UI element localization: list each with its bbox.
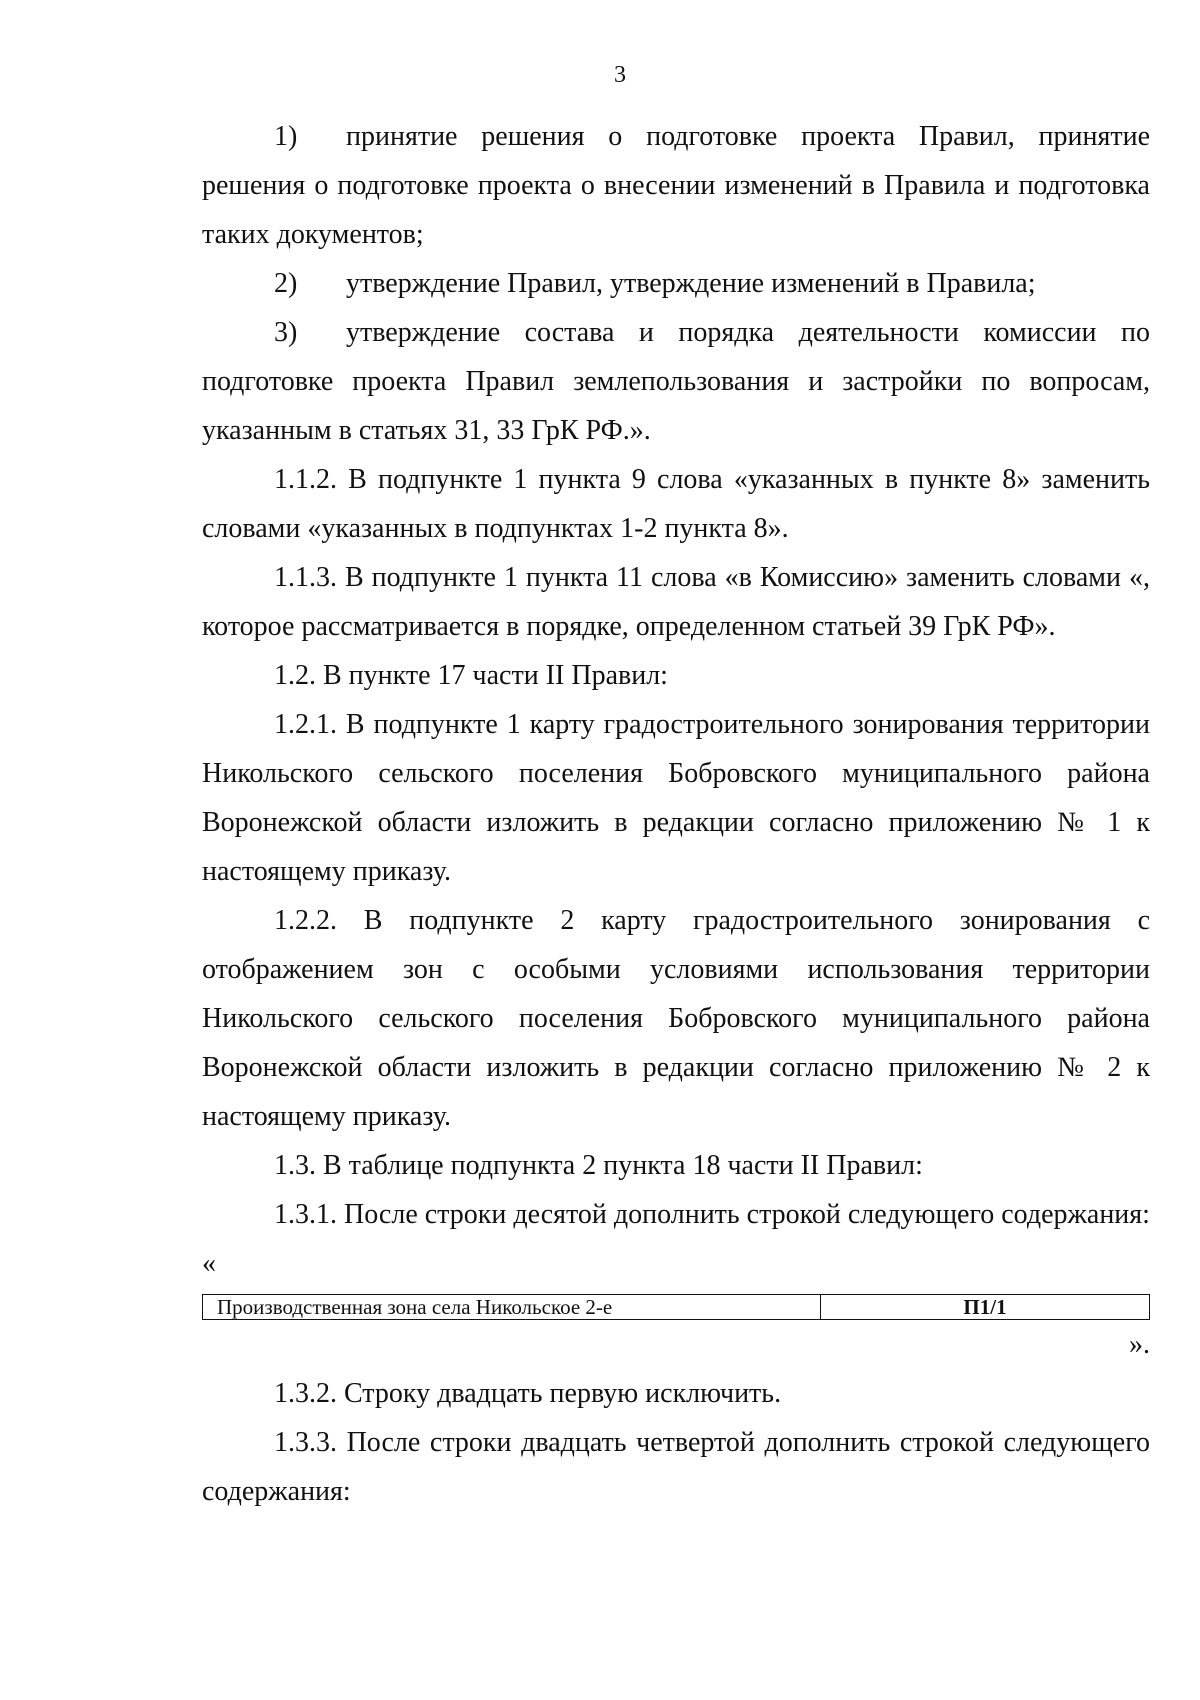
document-body	[202, 112, 1150, 1516]
page-number: 3	[614, 62, 626, 88]
paragraph-1-2-2: 1.2.2. В подпункте 2 карту градостроительного зонирования с отображением зон с особыми условиями использования территории Никольского сельского поселения Бобровского муниципального района Воронежской области изложить в редакции согласно приложению № 2 к настоящему приказу.	[202, 905, 1150, 1132]
paragraph-1-1-3: 1.1.3. В подпункте 1 пункта 11 слова «в Комиссию» заменить словами «, которое рассматривается в порядке, определенном статьей 39 ГрК РФ».	[202, 562, 1150, 642]
paragraph-1-3-1: 1.3.1. После строки десятой дополнить строкой следующего содержания:	[274, 1199, 1150, 1230]
paragraph-1-2: 1.2. В пункте 17 части II Правил:	[274, 660, 668, 691]
list-item-3	[202, 308, 1150, 455]
paragraph-1-3-2: 1.3.2. Строку двадцать первую исключить.	[274, 1378, 782, 1409]
list-item-3-text: утверждение состава и порядка деятельности комиссии по подготовке проекта Правил землепользования и застройки по вопросам, указанным в статьях 31, 33 ГрК РФ.».	[202, 317, 1150, 446]
close-quote: ».	[1129, 1329, 1150, 1360]
paragraph-1-3: 1.3. В таблице подпункта 2 пункта 18 части II Правил:	[274, 1150, 923, 1181]
paragraph-1-3-3: 1.3.3. После строки двадцать четвертой дополнить строкой следующего содержания:	[202, 1427, 1150, 1507]
open-quote: «	[202, 1248, 216, 1279]
table-row	[203, 1295, 1150, 1320]
list-item-2	[202, 259, 1150, 308]
zone-code-cell: П1/1	[821, 1295, 1150, 1320]
paragraph-1-2-1: 1.2.1. В подпункте 1 карту градостроительного зонирования территории Никольского сельского поселения Бобровского муниципального района Воронежской области изложить в редакции согласно приложению № 1 к настоящему приказу.	[202, 709, 1150, 887]
zone-name-cell: Производственная зона села Никольское 2-е	[203, 1295, 821, 1320]
list-item-1-text: принятие решения о подготовке проекта Правил, принятие решения о подготовке проекта о внесении изменений в Правила и подготовка таких документов;	[202, 121, 1150, 250]
list-item-2-number: 2)	[274, 268, 298, 299]
list-item-3-number: 3)	[274, 317, 298, 348]
list-item-1	[202, 112, 1150, 259]
list-item-1-number: 1)	[274, 121, 298, 152]
paragraph-1-1-2: 1.1.2. В подпункте 1 пункта 9 слова «указанных в пункте 8» заменить словами «указанных в подпунктах 1-2 пункта 8».	[202, 464, 1150, 544]
inserted-row-table	[202, 1294, 1150, 1320]
list-item-2-text: утверждение Правил, утверждение изменений в Правила;	[346, 268, 1036, 299]
